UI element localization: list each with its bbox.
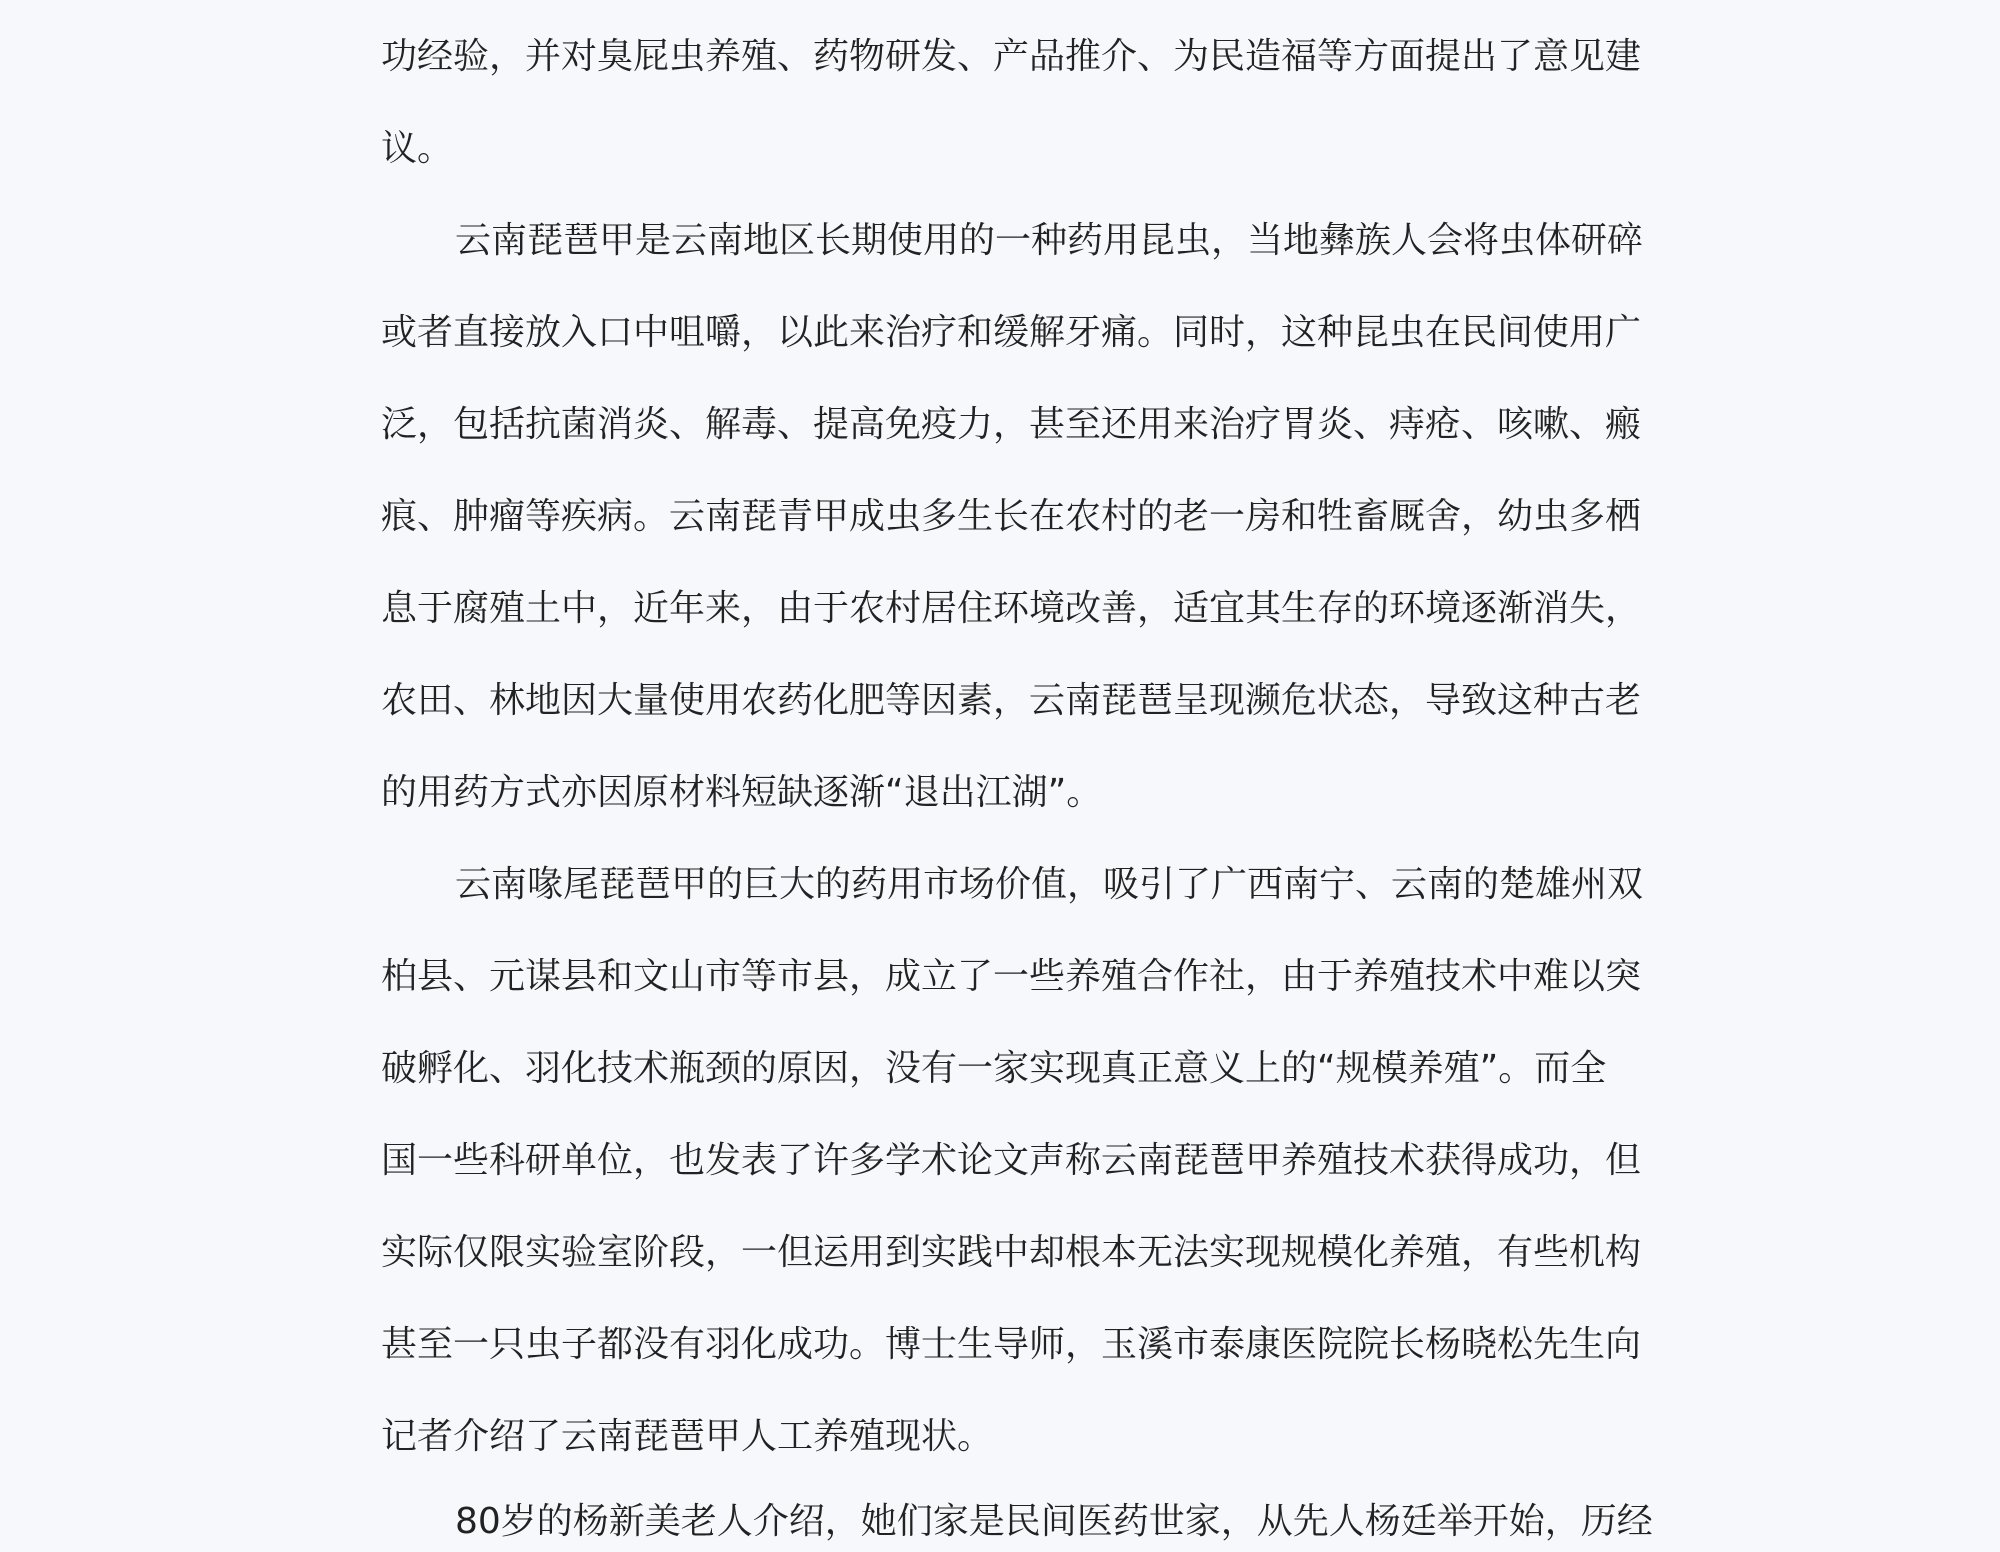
text-line: 柏县、元谋县和文山市等市县，成立了一些养殖合作社，由于养殖技术中难以突 [381,956,1642,997]
text-line: 国一些科研单位，也发表了许多学术论文声称云南琵琶甲养殖技术获得成功，但 [381,1140,1642,1181]
text-line: 息于腐殖土中，近年来，由于农村居住环境改善，适宜其生存的环境逐渐消失， [381,588,1642,629]
text-line: 农田、林地因大量使用农药化肥等因素，云南琵琶呈现濒危状态，导致这种古老 [381,680,1642,721]
text-line: 的用药方式亦因原材料短缺逐渐“退出江湖”。 [381,772,1103,813]
text-line: 泛，包括抗菌消炎、解毒、提高免疫力，甚至还用来治疗胃炎、痔疮、咳嗽、瘢 [381,404,1642,445]
text-line: 破孵化、羽化技术瓶颈的原因，没有一家实现真正意义上的“规模养殖”。而全 [381,1048,1607,1089]
text-line: 痕、肿瘤等疾病。云南琵青甲成虫多生长在农村的老一房和牲畜厩舍，幼虫多栖 [381,496,1642,537]
paragraph-first-line: 云南琵琶甲是云南地区长期使用的一种药用昆虫，当地彝族人会将虫体研碎 [455,220,1644,261]
text-line: 功经验，并对臭屁虫养殖、药物研发、产品推介、为民造福等方面提出了意见建 [381,36,1642,77]
text-line: 甚至一只虫子都没有羽化成功。博士生导师，玉溪市泰康医院院长杨晓松先生向 [381,1324,1642,1365]
text-line: 或者直接放入口中咀嚼，以此来治疗和缓解牙痛。同时，这种昆虫在民间使用广 [381,312,1642,353]
text-line: 实际仅限实验室阶段，一但运用到实践中却根本无法实现规模化养殖，有些机构 [381,1232,1642,1273]
text-line: 记者介绍了云南琵琶甲人工养殖现状。 [381,1416,994,1457]
paragraph-first-line: 云南喙尾琵琶甲的巨大的药用市场价值，吸引了广西南宁、云南的楚雄州双 [455,864,1644,905]
text-line: 议。 [381,128,454,169]
paragraph-first-line: 80岁的杨新美老人介绍，她们家是民间医药世家，从先人杨廷举开始，历经 [455,1501,1653,1542]
